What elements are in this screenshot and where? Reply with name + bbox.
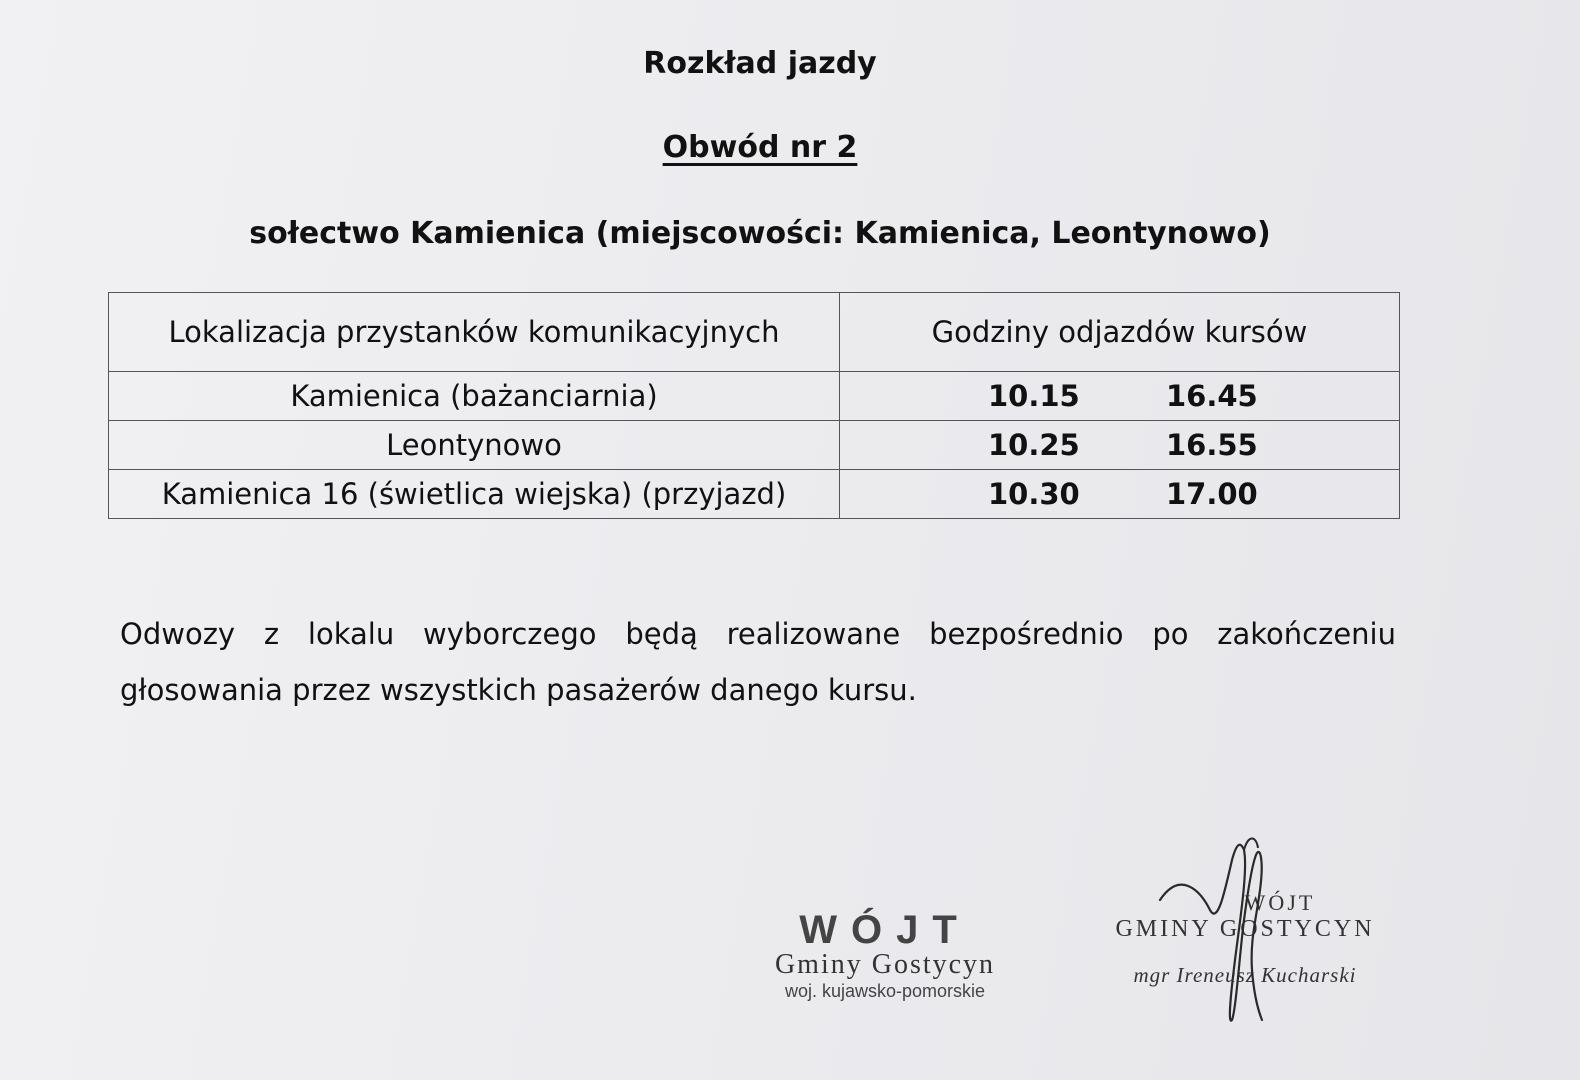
header-location: Lokalizacja przystanków komunikacyjnych: [109, 293, 840, 372]
stamp-municipality: GMINY GOSTYCYN: [1115, 916, 1375, 942]
departure-time: 16.55: [1166, 428, 1258, 462]
handwritten-signature: [1140, 830, 1340, 1030]
stamp-municipality: Gminy Gostycyn: [774, 949, 996, 980]
stamp-title: WÓJT: [799, 908, 971, 952]
stop-location: Kamienica (bażanciarnia): [109, 372, 840, 421]
official-stamp-left: [740, 908, 1030, 1002]
departure-time: 17.00: [1166, 477, 1258, 511]
departure-time: 16.45: [1166, 379, 1258, 413]
departure-times: [840, 470, 1400, 519]
departure-time: 10.30: [988, 477, 1080, 511]
table-row: [109, 470, 1400, 519]
departure-time: 10.15: [988, 379, 1080, 413]
stop-location: Leontynowo: [109, 421, 840, 470]
departure-time: 10.25: [988, 428, 1080, 462]
return-transport-note: Odwozy z lokalu wyborczego będą realizowane bezpośrednio po zakończeniu głosowania przez wszystkich pasażerów danego kursu.: [120, 617, 1396, 707]
stamp-title: WÓJT: [1244, 890, 1316, 915]
departure-times: [840, 372, 1400, 421]
table-row: [109, 372, 1400, 421]
header-times: Godziny odjazdów kursów: [840, 293, 1400, 372]
departure-times: [840, 421, 1400, 470]
area-heading: sołectwo Kamienica (miejscowości: Kamienica, Leontynowo): [249, 216, 1271, 251]
document-subtitle: Obwód nr 2: [662, 130, 858, 165]
schedule-table: [108, 292, 1400, 519]
stamp-signatory: mgr Ireneusz Kucharski: [1133, 963, 1357, 987]
table-row: [109, 421, 1400, 470]
stamp-voivodeship: woj. kujawsko-pomorskie: [784, 981, 986, 1001]
stop-location: Kamienica 16 (świetlica wiejska) (przyjazd): [109, 470, 840, 519]
document-title: Rozkład jazdy: [643, 46, 877, 81]
table-header-row: [109, 293, 1400, 372]
